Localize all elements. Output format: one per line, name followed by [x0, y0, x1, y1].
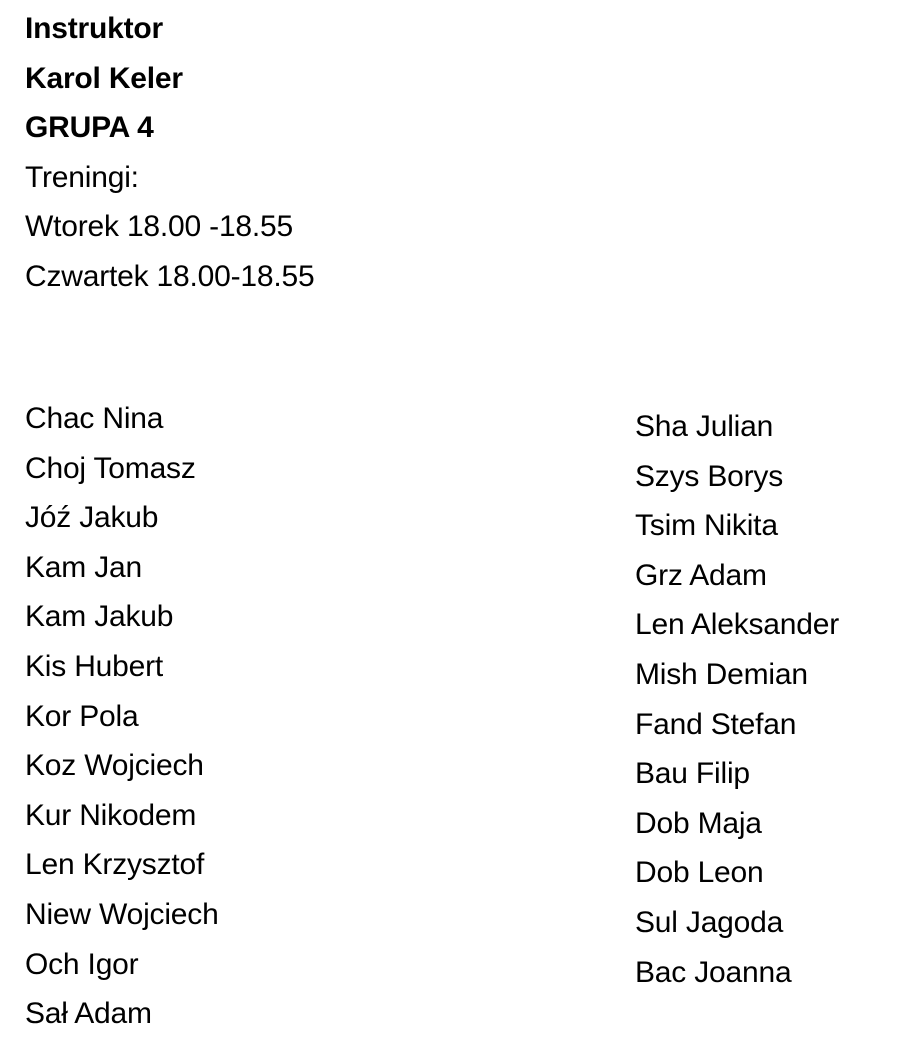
roster-item: Kam Jakub [25, 600, 174, 634]
roster-item: Choj Tomasz [25, 451, 196, 485]
roster-item: Niew Wojciech [25, 897, 219, 931]
schedule-label: Treningi: [25, 160, 139, 194]
roster-item: Kor Pola [25, 699, 139, 733]
roster-item: Chac Nina [25, 402, 164, 435]
roster-item: Len Aleksander [635, 608, 840, 642]
roster-item: Mish Demian [635, 657, 808, 691]
roster-item: Sul Jagoda [635, 905, 784, 939]
group-title: GRUPA 4 [25, 111, 154, 144]
roster-item: Tsim Nikita [635, 509, 778, 543]
roster-item: Kam Jan [25, 550, 142, 584]
roster-item: Szys Borys [635, 459, 784, 493]
group-header [25, 4, 315, 301]
roster-right-column [635, 402, 839, 997]
roster-item: Fand Stefan [635, 707, 797, 741]
schedule-thursday: Czwartek 18.00-18.55 [25, 259, 315, 293]
instructor-name: Karol Keler [25, 61, 183, 95]
roster-item: Dob Leon [635, 856, 764, 890]
roster-left-column [25, 394, 219, 1039]
roster-item: Grz Adam [635, 558, 767, 592]
roster-item: Kur Nikodem [25, 798, 197, 832]
roster-item: Bau Filip [635, 757, 750, 791]
roster-item: Bac Joanna [635, 955, 792, 989]
roster-item: Len Krzysztof [25, 848, 205, 882]
roster-item: Och Igor [25, 947, 139, 981]
roster-item: Koz Wojciech [25, 749, 204, 783]
roster-item: Kis Hubert [25, 649, 164, 683]
roster-item: Dob Maja [635, 806, 762, 840]
instructor-role: Instruktor [25, 12, 164, 45]
schedule-tuesday: Wtorek 18.00 -18.55 [25, 210, 294, 243]
roster-item: Sha Julian [635, 410, 774, 443]
roster-item: Sał Adam [25, 997, 152, 1031]
roster-item: Jóź Jakub [25, 501, 159, 535]
